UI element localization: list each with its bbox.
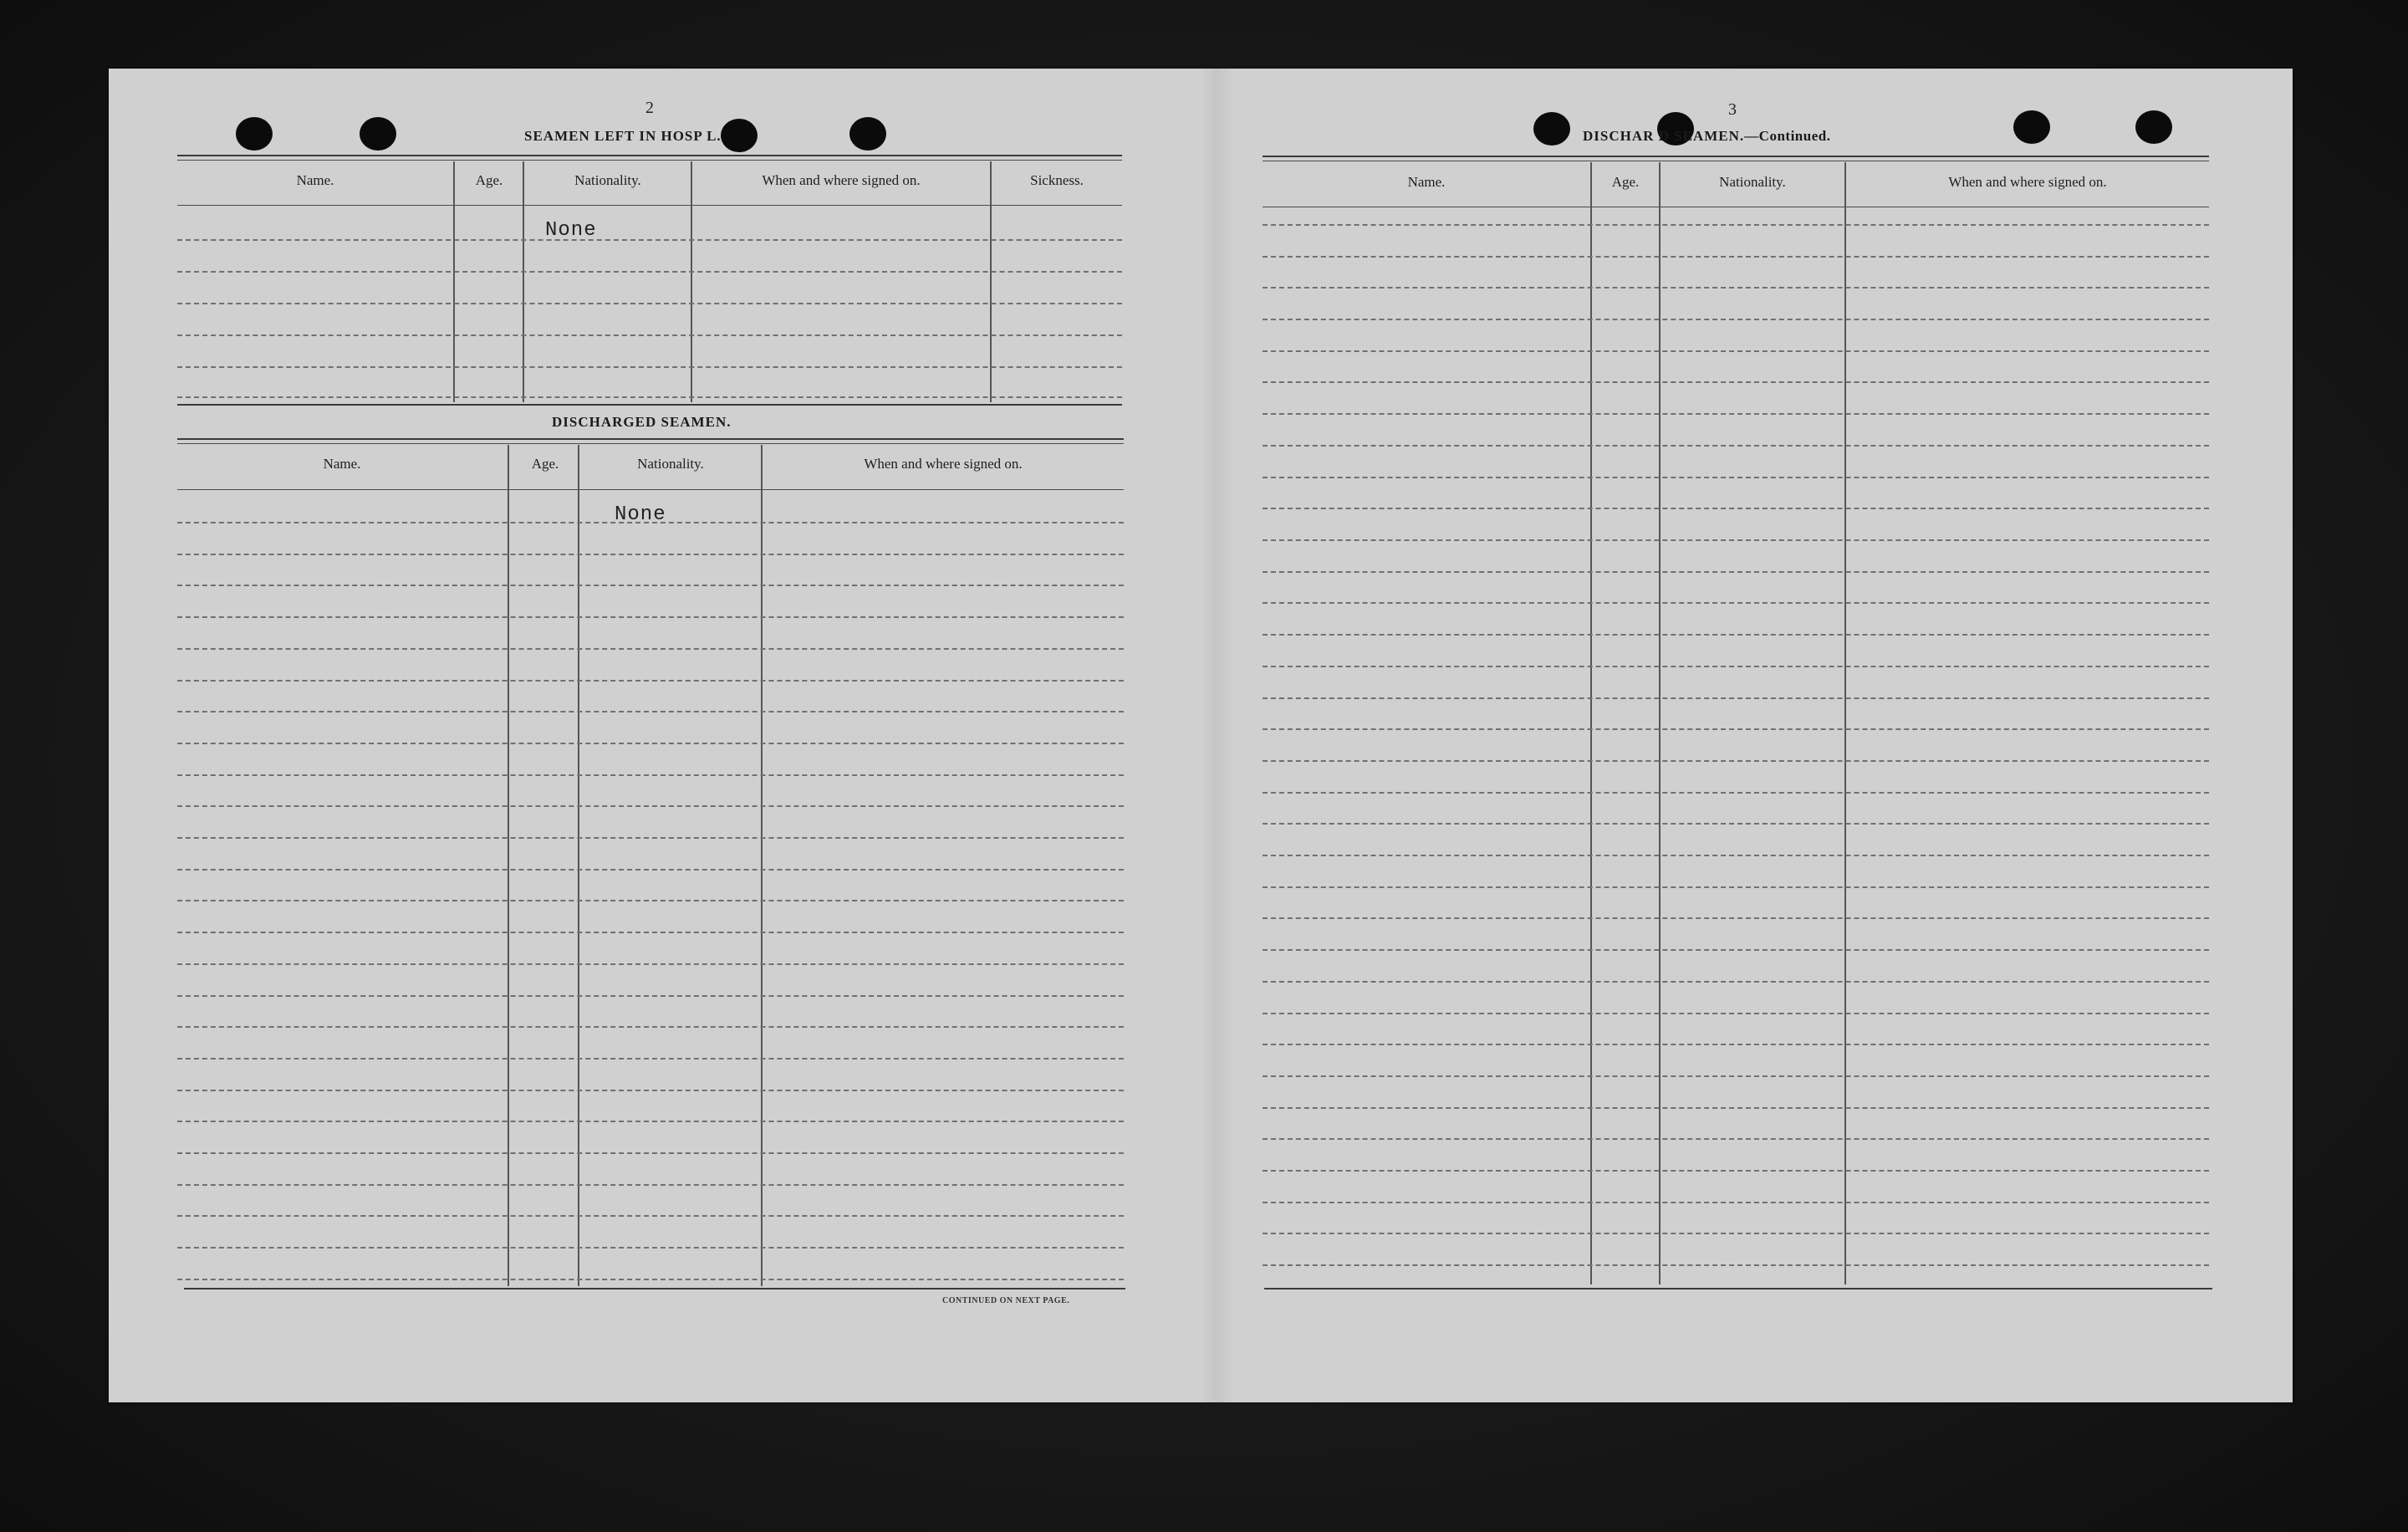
entry-line bbox=[1263, 539, 2209, 541]
section-rule bbox=[177, 438, 1124, 440]
entry-line bbox=[1263, 508, 2209, 509]
entry-line bbox=[177, 900, 1124, 901]
title-continued: —Continued. bbox=[1744, 128, 1831, 144]
punch-hole bbox=[2013, 110, 2050, 144]
punch-hole bbox=[1533, 112, 1570, 146]
column-header-name: Name. bbox=[323, 456, 361, 472]
entry-line bbox=[1263, 1075, 2209, 1077]
section-rule bbox=[177, 443, 1124, 444]
column-divider bbox=[1590, 162, 1592, 1284]
column-header-age: Age. bbox=[531, 456, 559, 472]
entry-line bbox=[177, 1279, 1124, 1280]
column-header-age: Age. bbox=[475, 172, 503, 188]
entry-line bbox=[177, 648, 1124, 650]
page-number: 3 bbox=[1728, 100, 1737, 119]
entry-line bbox=[1263, 1202, 2209, 1203]
entry-line bbox=[1263, 287, 2209, 289]
entry-line bbox=[177, 932, 1124, 933]
punch-hole bbox=[2135, 110, 2172, 144]
entry-line bbox=[1263, 981, 2209, 983]
entry-line bbox=[1263, 949, 2209, 951]
hospital-section-title: SEAMEN LEFT IN HOSP L. bbox=[524, 128, 722, 144]
entry-line bbox=[177, 334, 1122, 336]
entry-line bbox=[177, 616, 1124, 618]
entry-line bbox=[1263, 319, 2209, 320]
column-divider bbox=[761, 445, 763, 1286]
entry-line bbox=[1263, 1107, 2209, 1109]
entry-line bbox=[1263, 1044, 2209, 1045]
entry-line bbox=[177, 1152, 1124, 1154]
column-header-sickness: Sickness. bbox=[1030, 172, 1084, 188]
discharged-entry-none: None bbox=[615, 503, 666, 526]
entry-line bbox=[177, 1090, 1124, 1091]
entry-line bbox=[1263, 1013, 2209, 1014]
entry-line bbox=[177, 1215, 1124, 1217]
hospital-entry-none: None bbox=[545, 219, 597, 242]
entry-line bbox=[1263, 224, 2209, 226]
punch-hole bbox=[236, 117, 273, 151]
entry-line bbox=[177, 239, 1122, 241]
section-rule bbox=[177, 404, 1122, 406]
discharged-section-title: DISCHARGED SEAMEN. bbox=[552, 414, 732, 430]
column-header-name: Name. bbox=[1407, 174, 1446, 190]
entry-line bbox=[177, 271, 1122, 273]
section-rule bbox=[177, 155, 1122, 156]
entry-line bbox=[177, 774, 1124, 776]
column-divider bbox=[508, 445, 509, 1286]
column-divider bbox=[1844, 162, 1846, 1284]
entry-line bbox=[1263, 571, 2209, 573]
entry-line bbox=[177, 711, 1124, 712]
column-header-signed-on: When and where signed on. bbox=[1948, 174, 2107, 190]
discharged-continued-title bbox=[1583, 128, 1830, 145]
entry-line bbox=[1263, 602, 2209, 604]
entry-line bbox=[177, 1184, 1124, 1186]
column-header-name: Name. bbox=[296, 172, 334, 188]
entry-line bbox=[1263, 886, 2209, 888]
entry-line bbox=[1263, 823, 2209, 825]
continued-footer: CONTINUED ON NEXT PAGE. bbox=[942, 1296, 1070, 1305]
entry-line bbox=[1263, 855, 2209, 856]
entry-line bbox=[177, 805, 1124, 807]
title-main: DISCHAR D SEAMEN. bbox=[1583, 128, 1745, 144]
entry-line bbox=[1263, 350, 2209, 352]
entry-line bbox=[1263, 917, 2209, 919]
entry-line bbox=[1263, 1138, 2209, 1140]
entry-line bbox=[1263, 413, 2209, 415]
entry-line bbox=[177, 585, 1124, 586]
page-fold bbox=[1200, 69, 1233, 1402]
entry-line bbox=[177, 963, 1124, 965]
column-divider bbox=[578, 445, 579, 1286]
entry-line bbox=[1263, 728, 2209, 730]
header-underline bbox=[177, 205, 1122, 206]
entry-line bbox=[177, 743, 1124, 744]
entry-line bbox=[1263, 666, 2209, 667]
entry-line bbox=[1263, 445, 2209, 447]
punch-hole bbox=[721, 119, 758, 152]
punch-hole bbox=[849, 117, 886, 151]
entry-line bbox=[1263, 792, 2209, 794]
entry-line bbox=[1263, 1233, 2209, 1234]
entry-line bbox=[177, 995, 1124, 997]
header-underline bbox=[177, 489, 1124, 490]
entry-line bbox=[177, 837, 1124, 839]
column-header-nationality: Nationality. bbox=[637, 456, 704, 472]
entry-line bbox=[177, 1058, 1124, 1060]
entry-line bbox=[177, 303, 1122, 304]
bottom-rule bbox=[1264, 1288, 2212, 1289]
entry-line bbox=[1263, 1264, 2209, 1266]
entry-line bbox=[177, 1026, 1124, 1028]
column-header-nationality: Nationality. bbox=[574, 172, 641, 188]
column-header-nationality: Nationality. bbox=[1719, 174, 1786, 190]
column-header-signed-on: When and where signed on. bbox=[864, 456, 1023, 472]
entry-line bbox=[1263, 697, 2209, 699]
entry-line bbox=[177, 1247, 1124, 1249]
entry-line bbox=[177, 366, 1122, 368]
column-divider bbox=[1659, 162, 1661, 1284]
entry-line bbox=[1263, 256, 2209, 258]
column-header-signed-on: When and where signed on. bbox=[762, 172, 921, 188]
column-header-age: Age. bbox=[1611, 174, 1640, 190]
entry-line bbox=[1263, 1170, 2209, 1172]
entry-line bbox=[1263, 477, 2209, 478]
page-number: 2 bbox=[645, 99, 654, 117]
entry-line bbox=[1263, 634, 2209, 636]
entry-line bbox=[177, 1121, 1124, 1122]
section-rule bbox=[177, 160, 1122, 161]
entry-line bbox=[177, 680, 1124, 682]
entry-line bbox=[177, 396, 1122, 398]
section-rule bbox=[1263, 156, 2209, 157]
punch-hole bbox=[360, 117, 396, 151]
bottom-rule bbox=[184, 1288, 1125, 1289]
entry-line bbox=[177, 869, 1124, 871]
entry-line bbox=[1263, 381, 2209, 383]
entry-line bbox=[177, 554, 1124, 555]
entry-line bbox=[1263, 760, 2209, 762]
